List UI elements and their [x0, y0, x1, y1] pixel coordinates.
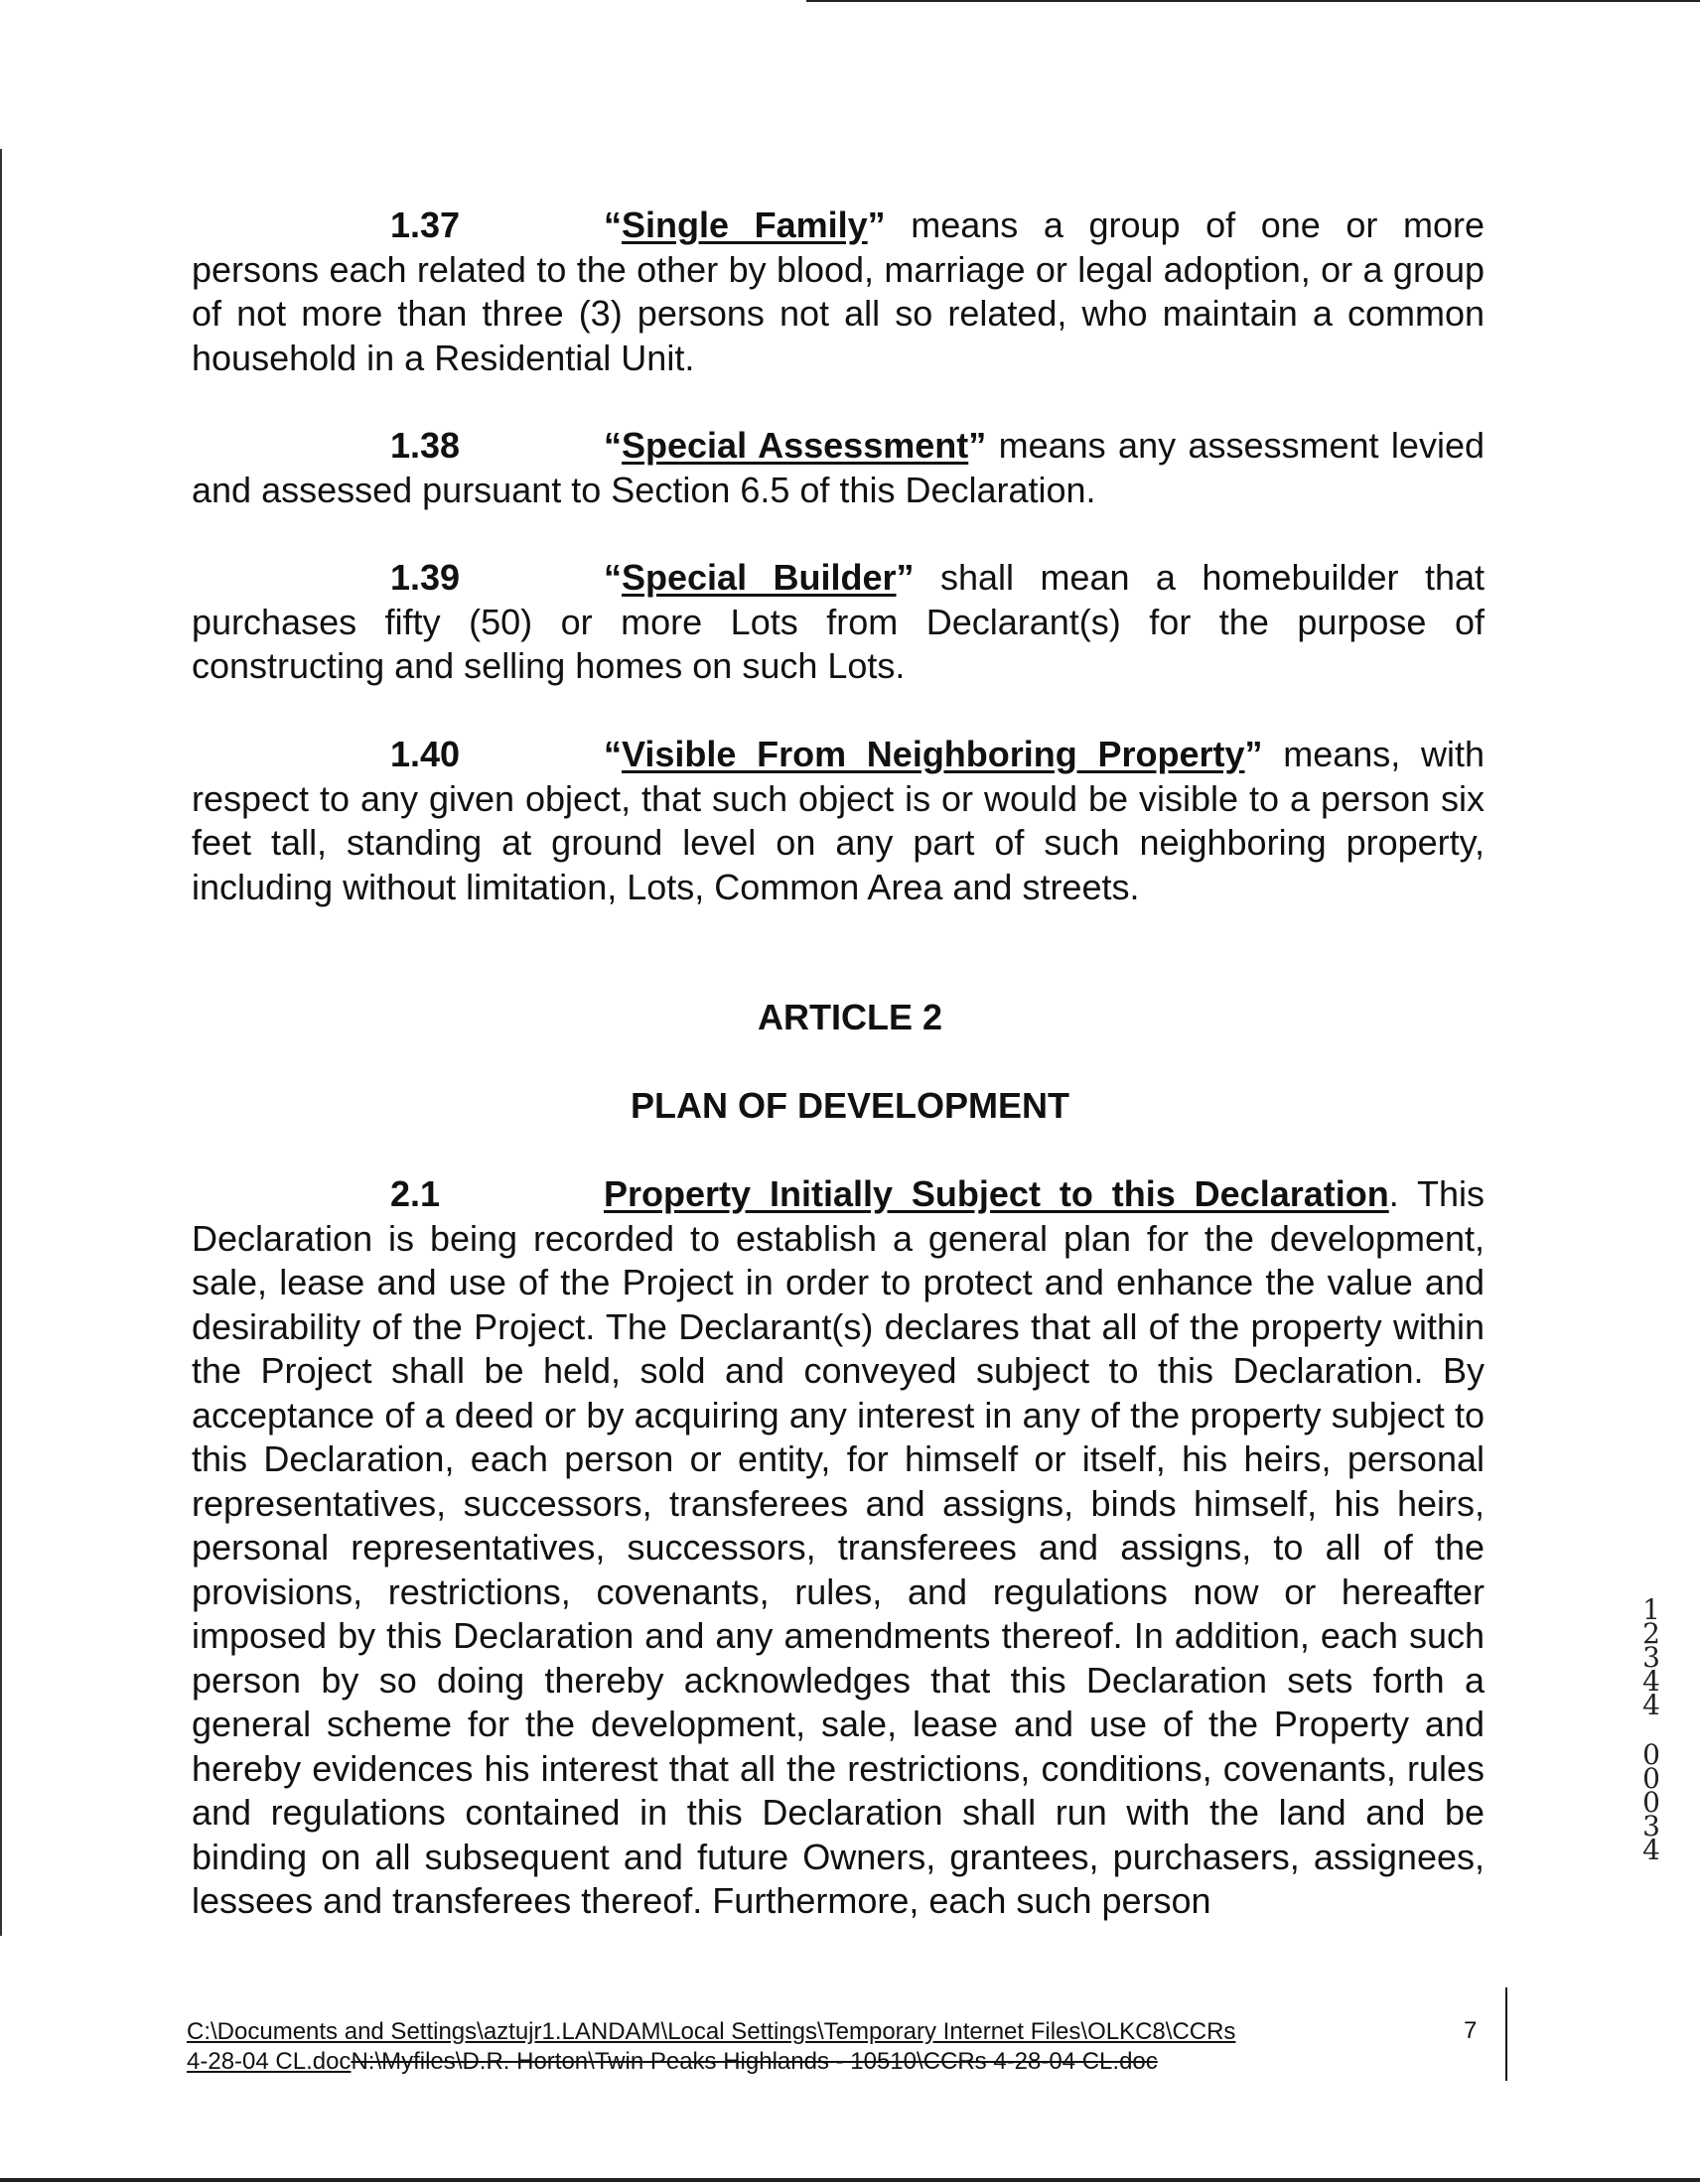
scan-edge-left	[0, 149, 2, 1936]
definition-term: “Single Family”	[604, 205, 886, 245]
scan-edge-bottom	[0, 2178, 1700, 2182]
bates-stamp: 1 2 3 4 4 0 0 0 3 4	[1642, 1593, 1660, 1866]
section-heading: Property Initially Subject to this Declaration	[604, 1173, 1389, 1214]
definition-paragraph	[192, 556, 1485, 689]
footer-path-current: 4-28-04 CL.doc	[187, 2048, 352, 2075]
definition-number: 1.39	[390, 557, 461, 598]
definition-1-40	[192, 733, 1485, 909]
change-bar	[1505, 1987, 1507, 2081]
definition-term: “Special Builder”	[604, 557, 915, 598]
definition-term: “Visible From Neighboring Property”	[604, 734, 1263, 774]
definition-paragraph	[192, 733, 1485, 909]
definition-number: 1.38	[390, 425, 461, 466]
section-paragraph	[192, 1172, 1485, 1924]
footer-file-path	[187, 2017, 1438, 2077]
definition-text: means any assessment levied and assessed pursuant to Section 6.5 of this Declaration.	[192, 425, 1485, 510]
footer-path-line-1: C:\Documents and Settings\aztujr1.LANDAM\Local Settings\Temporary Internet Files\OLKC8\CCRs	[187, 2018, 1236, 2045]
definition-paragraph	[192, 204, 1485, 380]
definition-text: shall mean a homebuilder that purchases fifty (50) or more Lots from Declarant(s) for the purpose of constructing and selling homes on such Lots.	[192, 557, 1485, 686]
definition-1-37	[192, 204, 1485, 380]
definition-paragraph	[192, 424, 1485, 512]
article-title: PLAN OF DEVELOPMENT	[630, 1085, 1070, 1126]
definition-number: 1.40	[390, 734, 461, 774]
footer-path-deleted: N:\Myfiles\D.R. Horton\Twin Peaks Highlands - 10510\CCRs 4-28-04 CL.doc	[351, 2048, 1158, 2075]
definition-text: means a group of one or more persons each related to the other by blood, marriage or legal adoption, or a group of not more than three (3) persons not all so related, who maintain a common household in a Residential Unit.	[192, 205, 1485, 378]
section-number: 2.1	[390, 1173, 441, 1214]
definition-number: 1.37	[390, 205, 461, 245]
definition-1-38	[192, 424, 1485, 512]
section-text: . This Declaration is being recorded to establish a general plan for the development, sale, lease and use of the Project in order to protect and enhance the value and desirability of the Project. The Declarant(s) declares that all of the property within the Project shall be held, sold and conveyed subject to this Declaration. By acceptance of a deed or by acquiring any interest in any of the property subject to this Declaration, each person or entity, for himself or itself, his heirs, personal representatives, successors, transferees and assigns, binds himself, his heirs, personal representatives, successors, transferees and assigns, to all of the provisions, restrictions, covenants, rules, and regulations now or hereafter imposed by this Declaration and any amendments thereof. In addition, each such person by so doing thereby acknowledges that this Declaration sets forth a general scheme for the development, sale, lease and use of the Property and hereby evidences his interest that all the restrictions, conditions, covenants, rules and regulations contained in this Declaration shall run with the land and be binding on all subsequent and future Owners, grantees, purchasers, assignees, lessees and transferees thereof. Furthermore, each such person	[192, 1173, 1485, 1921]
definition-text: means, with respect to any given object, that such object is or would be visible to a person six feet tall, standing at ground level on any part of such neighboring property, including without limitation, Lots, Common Area and streets.	[192, 734, 1485, 907]
definition-term: “Special Assessment”	[604, 425, 987, 466]
page-number: 7	[1464, 2017, 1478, 2044]
article-number: ARTICLE 2	[757, 997, 942, 1037]
footer-path-line-2	[187, 2047, 1438, 2077]
definition-1-39	[192, 556, 1485, 689]
section-2-1	[192, 1172, 1485, 1924]
scan-edge-top	[806, 0, 1700, 2]
